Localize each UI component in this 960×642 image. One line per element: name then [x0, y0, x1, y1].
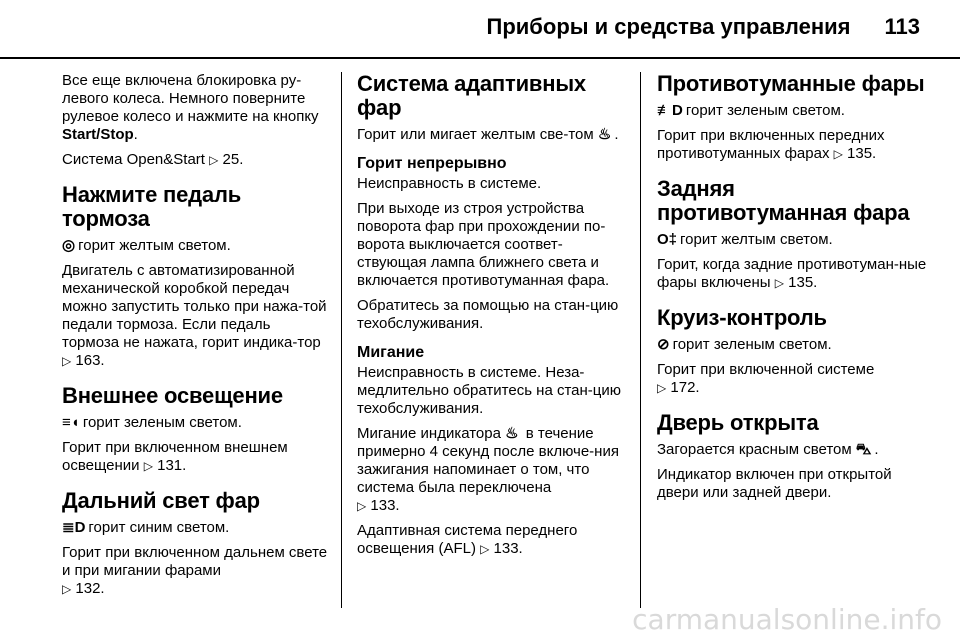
rear-fog-icon: O‡ — [657, 231, 678, 248]
triangle-reference-icon: ▷ — [357, 499, 367, 513]
column-divider — [341, 72, 342, 608]
triangle-reference-icon: ▷ — [143, 459, 153, 473]
header-title: Приборы и средства управления — [486, 14, 851, 39]
page-header — [487, 14, 920, 40]
section-heading: Система адаптивных фар — [357, 71, 586, 120]
indicator-line: ⊘ горит зеленым светом. — [657, 336, 832, 353]
paragraph: Обратитесь за помощью на стан-цию техобслуживания. — [357, 297, 619, 332]
door-open-icon: ⛍ — [855, 441, 872, 458]
indicator-line: O‡ горит желтым светом. — [657, 231, 833, 248]
paragraph: Неисправность в системе. — [357, 175, 542, 192]
triangle-reference-icon: ▷ — [657, 381, 667, 395]
triangle-reference-icon: ▷ — [774, 276, 784, 290]
watermark: carmanualsonline.info — [632, 603, 942, 636]
start-stop-key: Start/Stop — [62, 126, 134, 143]
section-heading: Круиз-контроль — [657, 305, 827, 330]
column-3 — [657, 72, 927, 509]
section-heading: Внешнее освещение — [62, 383, 283, 408]
triangle-reference-icon: ▷ — [480, 542, 490, 556]
exterior-light-icon: ≡◖ — [62, 414, 80, 431]
triangle-reference-icon: ▷ — [62, 354, 72, 368]
column-1 — [62, 72, 328, 605]
section-heading: Дальний свет фар — [62, 488, 260, 513]
column-2 — [357, 72, 627, 565]
column-divider — [640, 72, 641, 608]
sub-heading: Горит непрерывно — [357, 155, 507, 172]
paragraph: Горит при включенной системе ▷ 172. — [657, 361, 875, 396]
section-heading: Дверь открыта — [657, 410, 819, 435]
adaptive-light-icon: ♨ — [505, 425, 519, 442]
paragraph: При выходе из строя устройства поворота фар при прохождении по-ворота выключается соответ-ствующая лампа ближнего света и включается противотуманная фара. — [357, 200, 610, 289]
paragraph: Все еще включена блокировка ру-левого колеса. Немного поверните рулевое колесо и нажмите на кнопку Start/Stop. — [62, 72, 319, 143]
triangle-reference-icon: ▷ — [62, 582, 72, 596]
section-heading: Задняя противотуманная фара — [657, 176, 910, 225]
sub-heading: Мигание — [357, 344, 425, 361]
indicator-line: ◎ горит желтым светом. — [62, 237, 231, 254]
brake-pedal-icon: ◎ — [62, 237, 76, 254]
adaptive-light-icon: ♨ — [597, 126, 612, 143]
cruise-control-icon: ⊘ — [657, 336, 670, 353]
triangle-reference-icon: ▷ — [833, 147, 843, 161]
paragraph: Горит, когда задние противотуман-ные фары включены ▷ 135. — [657, 256, 927, 291]
front-fog-icon: ≢D — [657, 102, 683, 119]
paragraph: Горит при включенном дальнем свете и при мигании фарами ▷ 132. — [62, 544, 328, 597]
paragraph: Горит при включенных передних противотуманных фарах ▷ 135. — [657, 127, 885, 162]
header-rule — [0, 57, 960, 59]
section-heading: Нажмите педаль тормоза — [62, 182, 242, 231]
paragraph: Горит при включенном внешнем освещении ▷ 131. — [62, 439, 288, 474]
page-number: 113 — [884, 14, 920, 39]
paragraph: Неисправность в системе. Неза-медлительно обратитесь на стан-цию техобслуживания. — [357, 364, 622, 417]
indicator-line: Горит или мигает желтым све-том ♨ . — [357, 126, 619, 143]
paragraph: Адаптивная система переднего освещения (AFL) ▷ 133. — [357, 522, 578, 557]
indicator-line: ≡◖ горит зеленым светом. — [62, 414, 242, 431]
indicator-line: ≢D горит зеленым светом. — [657, 102, 845, 119]
indicator-line: Загорается красным светом ⛍ . — [657, 441, 879, 458]
paragraph: Индикатор включен при открытой двери или задней двери. — [657, 466, 892, 501]
paragraph: Двигатель с автоматизированной механической коробкой передач можно запустить только при нажа-той педали тормоза. Если педаль тормоза не нажата, горит индика-тор ▷ 163. — [62, 262, 327, 369]
high-beam-icon: ≣D — [62, 519, 86, 536]
section-heading: Противотуманные фары — [657, 71, 925, 96]
triangle-reference-icon: ▷ — [209, 153, 219, 167]
paragraph: Мигание индикатора ♨ в течение примерно 4 секунд после включе-ния зажигания напоминает о том, что система была переключена ▷ 133. — [357, 425, 619, 514]
indicator-line: ≣D горит синим светом. — [62, 519, 230, 536]
paragraph: Система Open&Start ▷ 25. — [62, 151, 244, 168]
